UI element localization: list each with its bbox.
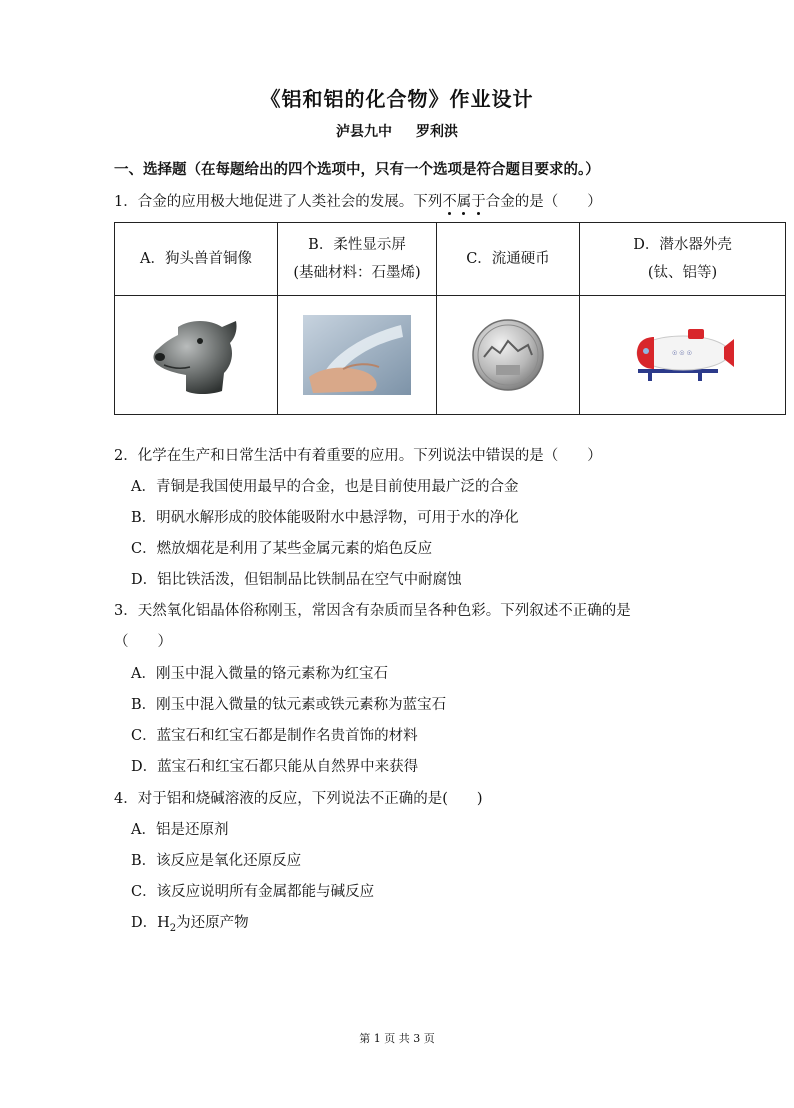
option-d-image-cell — [580, 296, 786, 415]
question-1-stem-before: 1．合金的应用极大地促进了人类社会的发展。下列 — [114, 194, 443, 210]
option-b-note: (基础材料：石墨烯) — [293, 265, 421, 281]
author-school: 泸县九中 — [336, 124, 392, 140]
question-4-option-a: A．铝是还原剂 — [131, 822, 229, 838]
question-1-stem-after: 合金的是（ ） — [485, 194, 602, 210]
question-1-emphasis — [442, 194, 486, 210]
author-name: 罗利洪 — [416, 124, 458, 140]
option-d-prefix: D．H — [131, 915, 170, 931]
question-2-stem: 2．化学在生产和日常生活中有着重要的应用。下列说法中错误的是（ ） — [114, 448, 602, 464]
emphasis-char: 属 — [456, 194, 472, 210]
option-b-label: B．柔性显示屏 — [308, 237, 406, 253]
option-d-suffix: 为还原产物 — [176, 915, 249, 931]
flexible-screen-image — [303, 315, 411, 395]
question-2-option-c: C．燃放烟花是利用了某些金属元素的焰色反应 — [131, 541, 433, 557]
section-title: 一、选择题（在每题给出的四个选项中，只有一个选项是符合题目要求的。） — [114, 162, 600, 178]
option-a-image-cell — [115, 296, 278, 415]
question-4-option-b: B．该反应是氧化还原反应 — [131, 853, 302, 869]
question-3-option-c: C．蓝宝石和红宝石都是制作名贵首饰的材料 — [131, 728, 418, 744]
question-3-option-d: D．蓝宝石和红宝石都只能从自然界中来获得 — [131, 759, 419, 775]
question-2-option-a: A．青铜是我国使用最早的合金，也是目前使用最广泛的合金 — [131, 479, 519, 495]
question-2-option-b: B．明矾水解形成的胶体能吸附水中悬浮物，可用于水的净化 — [131, 510, 519, 526]
question-3-option-a: A．刚玉中混入微量的铬元素称为红宝石 — [131, 666, 388, 682]
option-c-label-cell — [437, 223, 580, 296]
option-c-image-cell — [437, 296, 580, 415]
options-label-row — [115, 223, 786, 296]
author-line — [0, 121, 794, 141]
coin-image — [470, 317, 546, 393]
option-d-note: (钛、铝等) — [647, 265, 718, 281]
option-b-image-cell — [278, 296, 437, 415]
option-d-label: D．潜水器外壳 — [633, 237, 732, 253]
options-image-row — [115, 296, 786, 415]
question-3-stem-continuation: （ ） — [114, 634, 172, 650]
option-d-subscript: 2 — [169, 922, 177, 934]
option-d-label-cell — [580, 223, 786, 296]
option-a-label: A．狗头兽首铜像 — [140, 251, 252, 267]
option-a-label-cell — [115, 223, 278, 296]
page-footer: 第 1 页 共 3 页 — [359, 1032, 435, 1045]
emphasis-char: 于 — [471, 194, 486, 210]
option-c-label: C．流通硬币 — [466, 251, 550, 267]
emphasis-char: 不 — [442, 194, 457, 210]
page-title: 《铝和铝的化合物》作业设计 — [260, 87, 534, 111]
question-3-stem: 3．天然氧化铝晶体俗称刚玉，常因含有杂质而呈各种色彩。下列叙述不正确的是 — [114, 603, 631, 619]
question-3-option-b: B．刚玉中混入微量的钛元素或铁元素称为蓝宝石 — [131, 697, 447, 713]
question-2-option-d: D．铝比铁活泼，但铝制品比铁制品在空气中耐腐蚀 — [131, 572, 462, 588]
option-b-label-cell — [278, 223, 437, 296]
question-1-stem — [114, 190, 602, 211]
bronze-dog-head-image — [150, 313, 242, 397]
question-4-stem: 4．对于铝和烧碱溶液的反应，下列说法不正确的是( ) — [114, 791, 483, 807]
question-4-option-c: C．该反应说明所有金属都能与碱反应 — [131, 884, 375, 900]
question-4-option-d — [131, 911, 249, 934]
question-1-options-table — [114, 222, 786, 415]
svg-text:☉ ☉ ☉: ☉ ☉ ☉ — [671, 350, 692, 357]
submersible-image — [628, 325, 738, 385]
